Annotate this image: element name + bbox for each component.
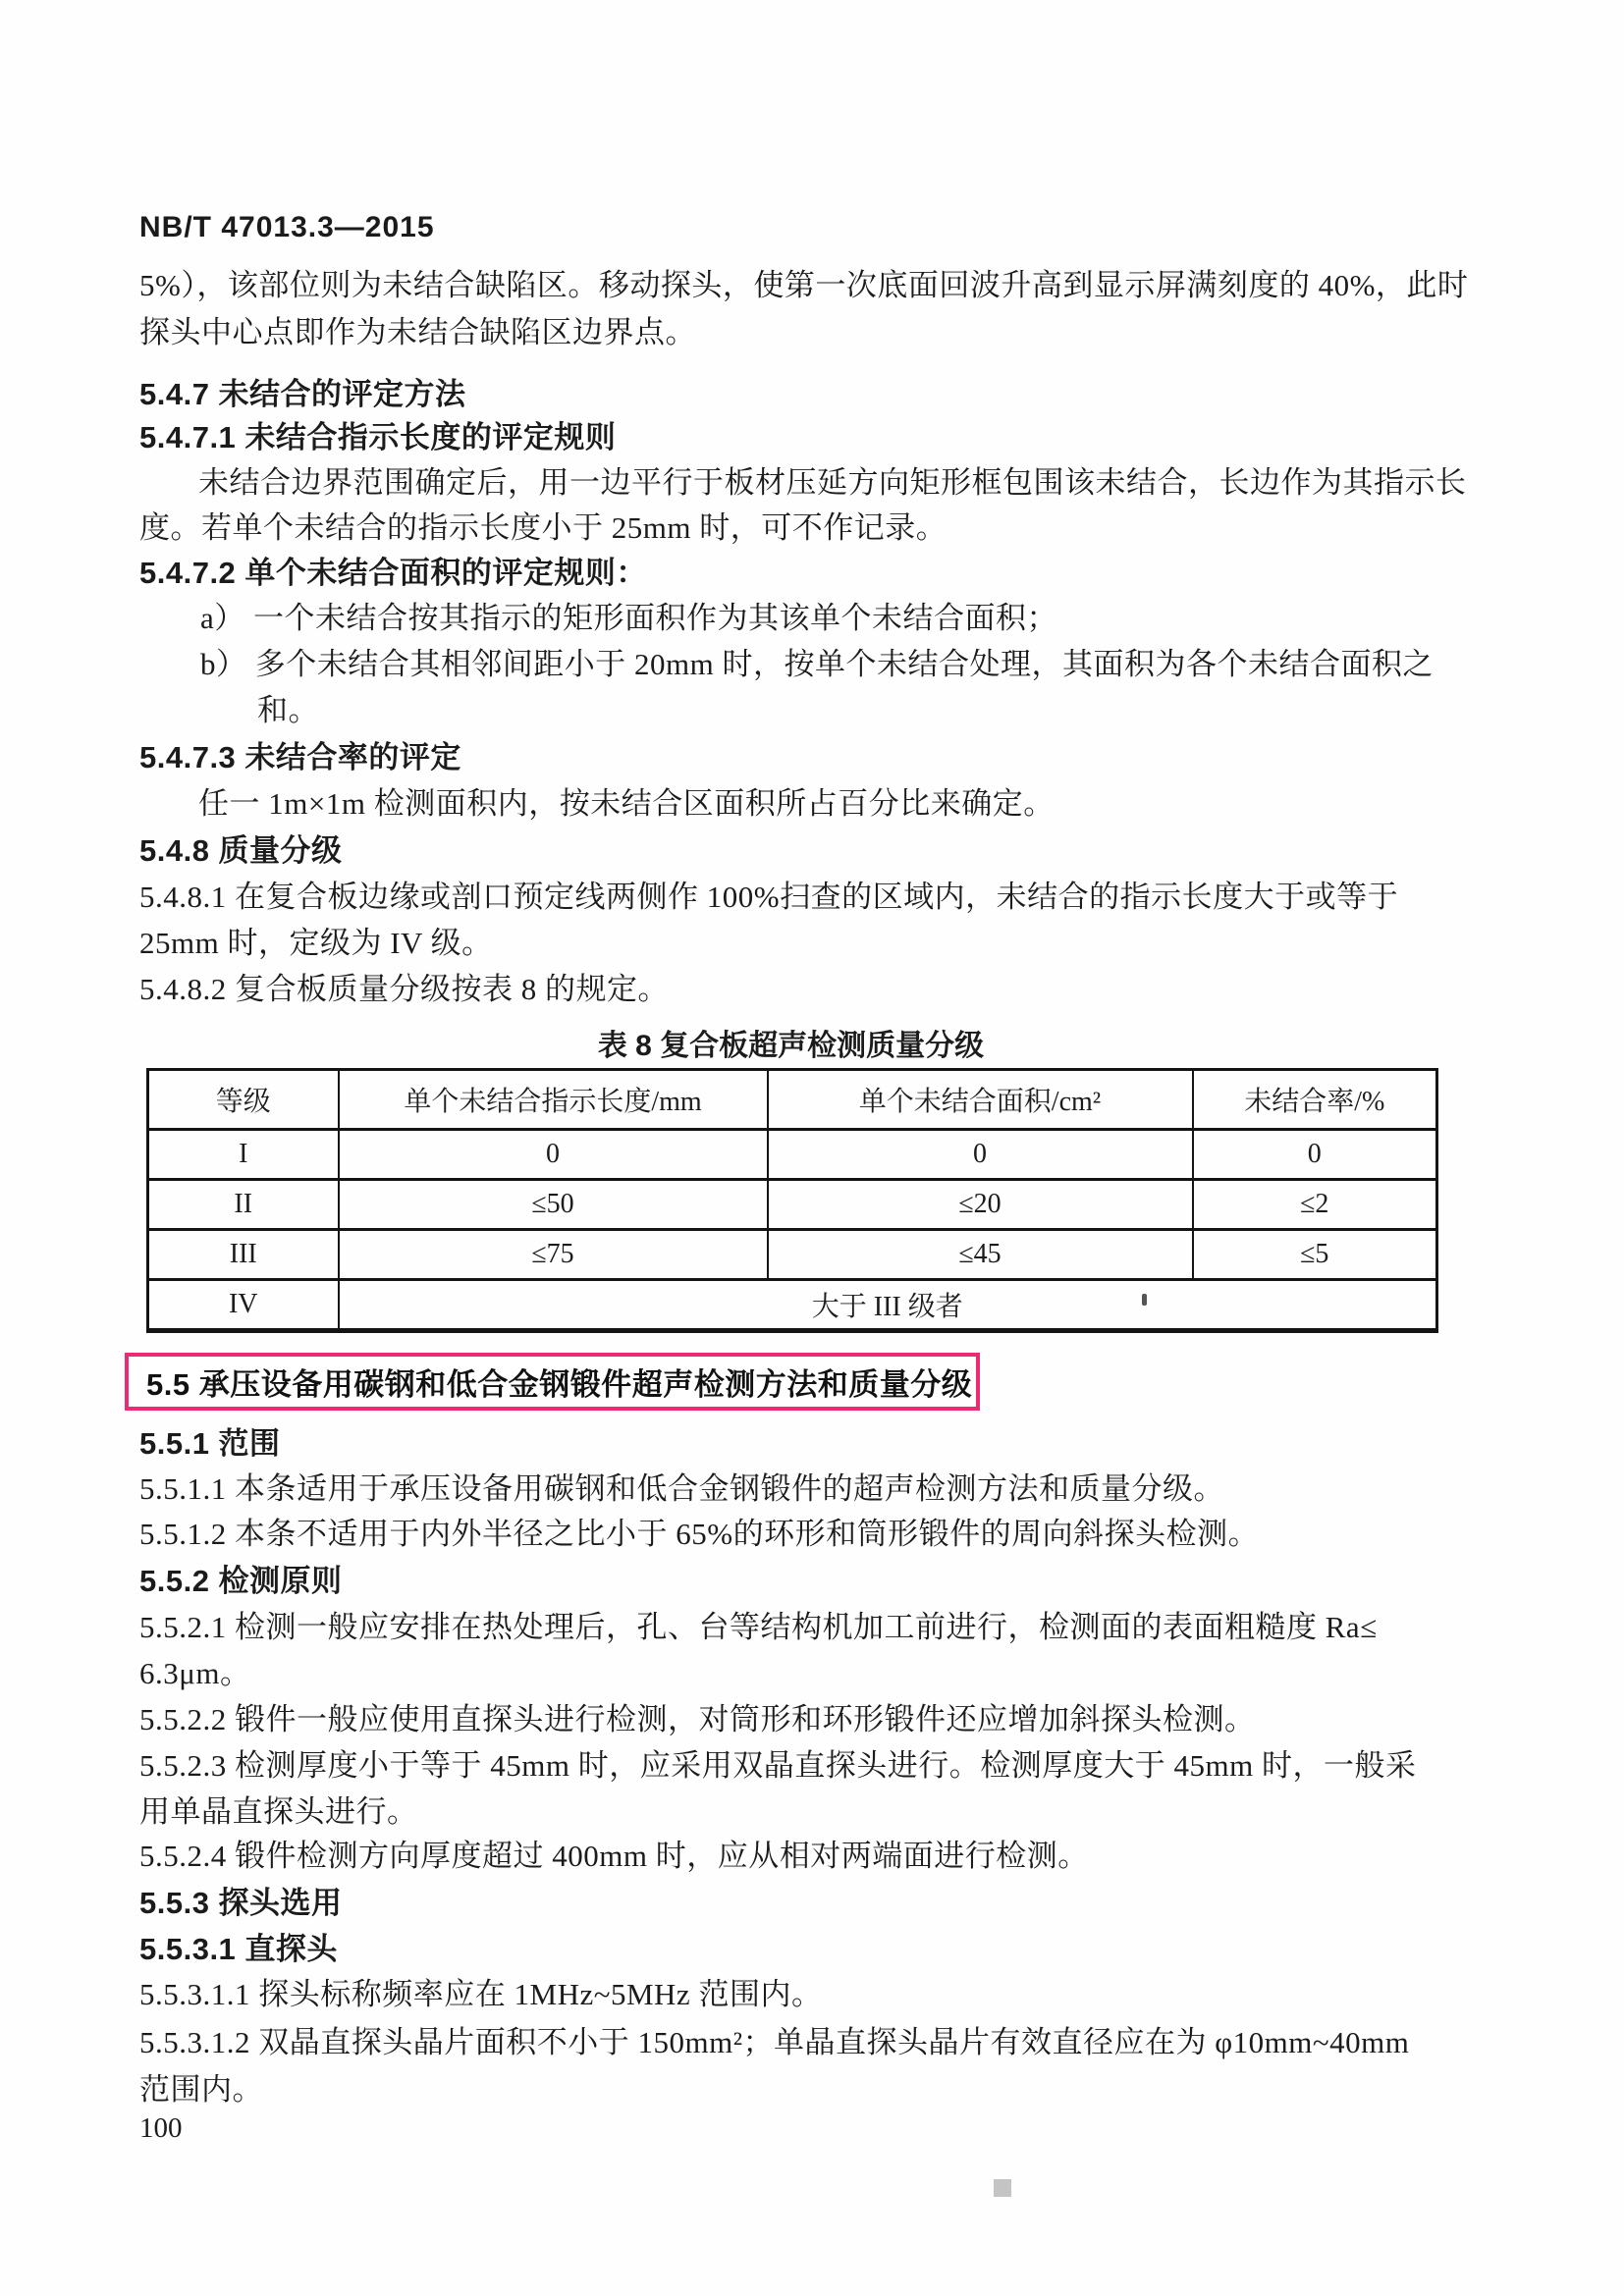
rate-cell: ≤5 <box>1193 1230 1437 1280</box>
paragraph-line: 25mm 时，定级为 IV 级。 <box>139 926 493 960</box>
merged-cell: 大于 III 级者 <box>339 1280 1437 1331</box>
clause-5-5-3-1: 5.5.3.1 直探头 <box>139 1932 338 1966</box>
paragraph-line: 任一 1m×1m 检测面积内，按未结合区面积所占百分比来确定。 <box>198 786 1055 821</box>
paragraph-line: 探头中心点即作为未结合缺陷区边界点。 <box>139 315 696 349</box>
list-item-a: a） 一个未结合按其指示的矩形面积作为其该单个未结合面积； <box>200 601 1058 635</box>
table-header-row <box>148 1070 1437 1130</box>
clause-5-5-1-2: 5.5.1.2 本条不适用于内外半径之比小于 65%的环形和筒形锻件的周向斜探头检测。 <box>139 1517 1260 1551</box>
length-cell: ≤75 <box>339 1230 768 1280</box>
clause-5-5-2-2: 5.5.2.2 锻件一般应使用直探头进行检测，对筒形和环形锻件还应增加斜探头检测。 <box>139 1702 1256 1736</box>
clause-5-4-8-1: 5.4.8.1 在复合板边缘或剖口预定线两侧作 100%扫查的区域内，未结合的指示长度大于或等于 <box>139 880 1399 914</box>
clause-5-4-7-1: 5.4.7.1 未结合指示长度的评定规则 <box>139 420 617 454</box>
clause-5-5-2-1: 5.5.2.1 检测一般应安排在热处理后，孔、台等结构机加工前进行，检测面的表面粗糙度 Ra≤ <box>139 1610 1378 1644</box>
rate-cell: ≤2 <box>1193 1180 1437 1230</box>
grade-cell: II <box>148 1180 339 1230</box>
table-8 <box>146 1068 1438 1333</box>
length-cell: ≤50 <box>339 1180 768 1230</box>
clause-5-5-1: 5.5.1 范围 <box>139 1426 281 1461</box>
clause-5-5-2-4: 5.5.2.4 锻件检测方向厚度超过 400mm 时，应从相对两端面进行检测。 <box>139 1839 1089 1873</box>
scan-artifact-square <box>994 2179 1011 2197</box>
clause-5-5-3: 5.5.3 探头选用 <box>139 1886 343 1920</box>
standard-code: NB/T 47013.3—2015 <box>139 211 435 243</box>
table-row-iv <box>148 1280 1437 1331</box>
list-item-b-continuation: 和。 <box>257 693 319 727</box>
clause-5-5-2: 5.5.2 检测原则 <box>139 1564 343 1598</box>
area-cell: 0 <box>768 1130 1193 1180</box>
paragraph-line: 度。若单个未结合的指示长度小于 25mm 时，可不作记录。 <box>139 510 947 545</box>
paragraph-line: 用单晶直探头进行。 <box>139 1794 418 1829</box>
clause-5-5-2-3: 5.5.2.3 检测厚度小于等于 45mm 时，应采用双晶直探头进行。检测厚度大于 45mm 时，一般采 <box>139 1748 1417 1783</box>
clause-5-4-8: 5.4.8 质量分级 <box>139 833 343 868</box>
clause-5-5-3-1-1: 5.5.3.1.1 探头标称频率应在 1MHz~5MHz 范围内。 <box>139 1977 823 2011</box>
page-number: 100 <box>139 2112 183 2144</box>
scan-artifact-dot <box>1142 1294 1147 1306</box>
rate-cell: 0 <box>1193 1130 1437 1180</box>
table-row <box>148 1230 1437 1280</box>
column-header-area: 单个未结合面积/cm² <box>768 1070 1193 1130</box>
column-header-grade: 等级 <box>148 1070 339 1130</box>
clause-5-4-7-2: 5.4.7.2 单个未结合面积的评定规则： <box>139 556 647 590</box>
column-header-length: 单个未结合指示长度/mm <box>339 1070 768 1130</box>
paragraph-line: 范围内。 <box>139 2072 263 2107</box>
paragraph-line: 6.3μm。 <box>139 1656 251 1690</box>
grade-cell: IV <box>148 1280 339 1331</box>
length-cell: 0 <box>339 1130 768 1180</box>
clause-5-5-heading: 5.5 承压设备用碳钢和低合金钢锻件超声检测方法和质量分级 <box>146 1367 973 1402</box>
grade-cell: I <box>148 1130 339 1180</box>
column-header-rate: 未结合率/% <box>1193 1070 1437 1130</box>
table-row <box>148 1130 1437 1180</box>
clause-5-4-8-2: 5.4.8.2 复合板质量分级按表 8 的规定。 <box>139 972 669 1006</box>
highlight-annotation-box <box>125 1353 980 1411</box>
table-row <box>148 1180 1437 1230</box>
area-cell: ≤45 <box>768 1230 1193 1280</box>
grade-cell: III <box>148 1230 339 1280</box>
list-item-b: b） 多个未结合其相邻间距小于 20mm 时，按单个未结合处理，其面积为各个未结合面积之 <box>200 647 1434 681</box>
clause-5-4-7-3: 5.4.7.3 未结合率的评定 <box>139 740 461 774</box>
clause-5-5-1-1: 5.5.1.1 本条适用于承压设备用碳钢和低合金钢锻件的超声检测方法和质量分级。 <box>139 1471 1224 1506</box>
clause-5-5-3-1-2: 5.5.3.1.2 双晶直探头晶片面积不小于 150mm²；单晶直探头晶片有效直径应在为 φ10mm~40mm <box>139 2025 1410 2059</box>
paragraph-line: 未结合边界范围确定后，用一边平行于板材压延方向矩形框包围该未结合，长边作为其指示长 <box>198 465 1467 500</box>
area-cell: ≤20 <box>768 1180 1193 1230</box>
table-8-title: 表 8 复合板超声检测质量分级 <box>597 1030 985 1062</box>
clause-5-4-7: 5.4.7 未结合的评定方法 <box>139 377 466 411</box>
paragraph-line: 5%），该部位则为未结合缺陷区。移动探头，使第一次底面回波升高到显示屏满刻度的 40%，此时 <box>139 268 1469 302</box>
